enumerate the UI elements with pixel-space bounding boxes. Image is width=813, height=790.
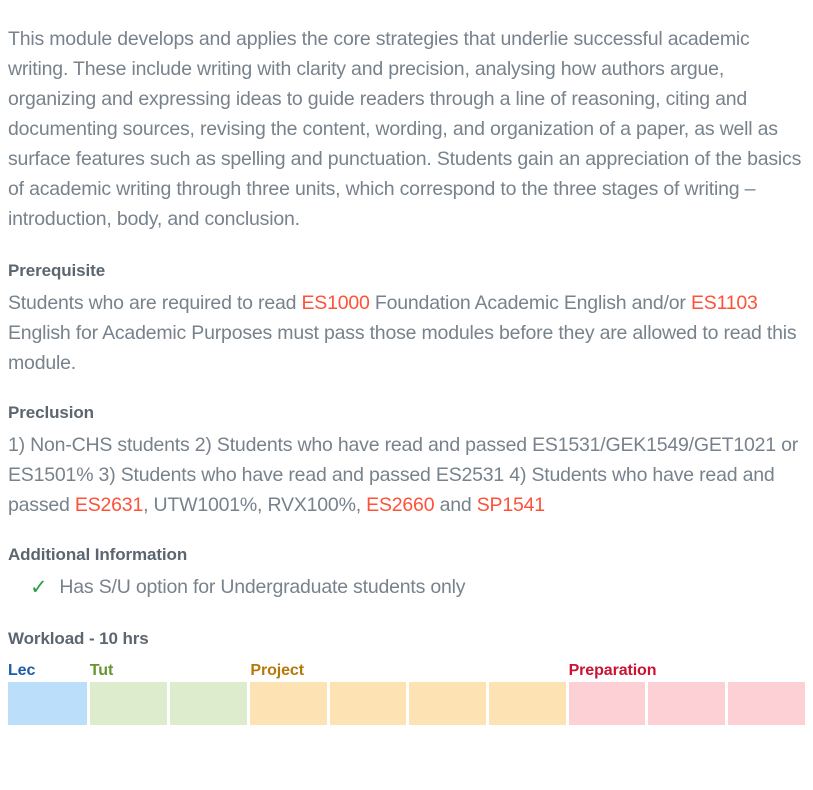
module-link[interactable]: ES2631 bbox=[74, 494, 144, 516]
workload-component-preparation bbox=[569, 660, 805, 725]
module-link[interactable]: ES1000 bbox=[301, 292, 370, 314]
workload-component-tut bbox=[90, 660, 248, 725]
workload-hour-cell bbox=[489, 682, 566, 725]
preclusion-section bbox=[8, 402, 805, 520]
workload-hour-cell bbox=[569, 682, 646, 725]
preclusion-heading: Preclusion bbox=[8, 403, 94, 422]
workload-hour-cell bbox=[728, 682, 805, 725]
workload-cells bbox=[8, 682, 87, 725]
text-segment: English for Academic Purposes must pass those modules before they are allowed to read this module. bbox=[8, 322, 797, 374]
module-link[interactable]: SP1541 bbox=[476, 494, 545, 516]
workload-label-preparation: Preparation bbox=[568, 662, 657, 679]
additional-info-section bbox=[8, 544, 805, 602]
workload-hour-cell bbox=[8, 682, 87, 725]
workload-hour-cell bbox=[648, 682, 725, 725]
workload-hour-cell bbox=[90, 682, 167, 725]
workload-label-tut: Tut bbox=[89, 662, 114, 679]
text-segment: , UTW1001%, RVX100%, bbox=[143, 494, 367, 516]
text-segment: and bbox=[434, 494, 477, 516]
additional-info-heading: Additional Information bbox=[8, 545, 188, 564]
workload-cells bbox=[569, 682, 805, 725]
check-icon: ✓ bbox=[30, 575, 48, 599]
module-link[interactable]: ES1103 bbox=[690, 292, 758, 314]
workload-hour-cell bbox=[330, 682, 407, 725]
workload-heading: Workload - 10 hrs bbox=[8, 629, 149, 648]
workload-label-lec: Lec bbox=[8, 662, 36, 679]
su-option-item bbox=[8, 572, 805, 602]
module-description: This module develops and applies the core strategies that underlie successful academic writing. These include writing with clarity and precision, analysing how authors argue, organizing and expressing ideas to guide readers through a line of reasoning, citing and documenting sources, revising the content, wording, and organization of a paper, as well as surface features such as spelling and punctuation. Students gain an appreciation of the basics of academic writing through three units, which correspond to the three stages of writing – introduction, body, and conclusion. bbox=[8, 28, 802, 230]
text-segment: 1) Non-CHS students 2) Students who have read and passed ES1531/GEK1549/GET1021 or ES1501% 3) Students who have read and passed ES2531 4) Students who have read and passed bbox=[8, 434, 799, 516]
workload-component-lec bbox=[8, 660, 87, 725]
text-segment: Students who are required to read bbox=[8, 292, 302, 314]
workload-hour-cell bbox=[170, 682, 247, 725]
workload-section bbox=[8, 628, 805, 725]
preclusion-text bbox=[8, 430, 805, 520]
workload-cells bbox=[250, 682, 565, 725]
workload-bar bbox=[8, 660, 805, 725]
workload-hour-cell bbox=[250, 682, 327, 725]
workload-hour-cell bbox=[409, 682, 486, 725]
workload-label-project: Project bbox=[250, 662, 304, 679]
prerequisite-heading: Prerequisite bbox=[8, 261, 106, 280]
workload-cells bbox=[90, 682, 248, 725]
text-segment: Foundation Academic English and/or bbox=[369, 292, 691, 314]
su-option-text: Has S/U option for Undergraduate students only bbox=[59, 576, 466, 598]
module-link[interactable]: ES2660 bbox=[366, 494, 435, 516]
workload-component-project bbox=[250, 660, 565, 725]
prerequisite-text bbox=[8, 288, 805, 378]
prerequisite-section bbox=[8, 260, 805, 378]
